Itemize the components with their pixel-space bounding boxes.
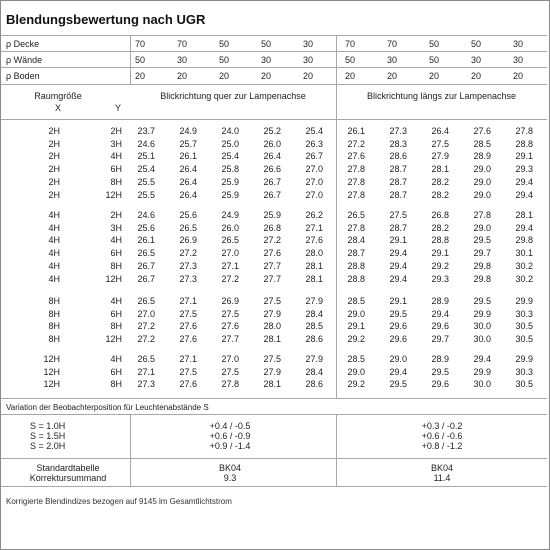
ugr-value: 27.7 — [221, 334, 239, 345]
ugr-value: 27.5 — [179, 308, 197, 319]
ugr-value: 27.7 — [263, 273, 281, 284]
ugr-value: 25.6 — [179, 210, 197, 220]
ugr-value: 29.1 — [389, 235, 407, 246]
section-divider — [1, 486, 547, 487]
row-x: 4H — [48, 222, 60, 233]
row-x: 4H — [48, 260, 60, 271]
ugr-value: 28.1 — [305, 260, 323, 271]
ugr-value: 30.0 — [473, 379, 491, 390]
row-y: 8H — [110, 379, 122, 390]
row-y: 3H — [110, 138, 122, 149]
ugr-value: 25.4 — [305, 126, 323, 136]
variation-label: S = 2.0H — [30, 441, 66, 451]
ugr-value: 27.5 — [179, 366, 197, 377]
ugr-value: 28.7 — [389, 189, 407, 200]
row-y: 6H — [110, 248, 122, 259]
ugr-value: 28.8 — [347, 260, 365, 271]
ugr-value: 29.6 — [389, 334, 407, 345]
ugr-value: 26.5 — [137, 296, 155, 306]
ugr-value: 24.6 — [137, 210, 155, 220]
rho-value: 30 — [386, 55, 397, 65]
rho-value: 20 — [386, 71, 397, 81]
ugr-value: 27.8 — [347, 189, 365, 200]
row-y: 3H — [110, 222, 122, 233]
row-x: 2H — [48, 176, 60, 187]
ugr-value: 28.7 — [389, 222, 407, 233]
ugr-value: 26.7 — [263, 176, 281, 187]
ugr-value: 26.5 — [137, 354, 155, 364]
rho-label: ρ Wände — [6, 55, 43, 65]
rho-value: 50 — [134, 55, 145, 65]
ugr-value: 27.5 — [221, 366, 239, 377]
ugr-value: 28.0 — [305, 248, 323, 259]
variation-quer: +0.6 / -0.9 — [209, 431, 251, 441]
ugr-value: 30.0 — [473, 334, 491, 345]
rho-value: 50 — [218, 39, 229, 49]
rho-value: 30 — [176, 55, 187, 65]
ugr-value: 29.1 — [515, 151, 533, 162]
ugr-value: 25.4 — [137, 164, 155, 175]
ugr-value: 23.7 — [137, 126, 155, 136]
ugr-value: 27.8 — [221, 379, 239, 390]
ugr-value: 29.9 — [473, 366, 491, 377]
ugr-value: 29.4 — [389, 273, 407, 284]
row-x: 8H — [48, 321, 60, 332]
ugr-value: 29.9 — [473, 308, 491, 319]
ugr-value: 29.2 — [431, 260, 449, 271]
rho-value: 20 — [344, 71, 355, 81]
row-x: 2H — [48, 138, 60, 149]
ugr-value: 26.4 — [263, 151, 281, 162]
section-divider — [1, 458, 547, 459]
ugr-value: 29.4 — [515, 189, 533, 200]
ugr-value: 27.3 — [137, 379, 155, 390]
row-y: 4H — [110, 296, 122, 306]
ugr-value: 27.0 — [221, 248, 239, 259]
row-y: 8H — [110, 321, 122, 332]
ugr-value: 27.1 — [179, 354, 197, 364]
ugr-value: 24.6 — [137, 138, 155, 149]
rho-value: 30 — [470, 55, 481, 65]
rho-value: 50 — [428, 39, 439, 49]
ugr-value: 27.0 — [305, 189, 323, 200]
ugr-value: 29.9 — [515, 354, 533, 364]
row-y: 2H — [110, 126, 122, 136]
ugr-value: 29.5 — [431, 366, 449, 377]
ugr-value: 30.1 — [515, 248, 533, 259]
rho-value: 50 — [470, 39, 481, 49]
ugr-value: 26.6 — [263, 164, 281, 175]
variation-label: S = 1.0H — [30, 421, 66, 431]
ugr-value: 26.7 — [137, 260, 155, 271]
rho-value: 20 — [512, 71, 523, 81]
ugr-value: 30.5 — [515, 321, 533, 332]
correction-label: Korrektursummand — [29, 473, 107, 483]
footnote: Korrigierte Blendindizes bezogen auf 9145 lm Gesamtlichtstrom — [6, 497, 232, 506]
row-x: 4H — [48, 210, 60, 220]
ugr-value: 26.4 — [179, 176, 197, 187]
rho-value: 70 — [386, 39, 397, 49]
row-x: 4H — [48, 235, 60, 246]
ugr-value: 27.9 — [305, 354, 323, 364]
ugr-value: 30.5 — [515, 379, 533, 390]
ugr-value: 29.0 — [473, 222, 491, 233]
rho-value: 20 — [134, 71, 145, 81]
row-x: 4H — [48, 273, 60, 284]
ugr-value: 27.2 — [263, 235, 281, 246]
ugr-value: 27.7 — [263, 260, 281, 271]
ugr-value: 26.2 — [305, 210, 323, 220]
ugr-value: 27.2 — [179, 248, 197, 259]
rho-value: 20 — [470, 71, 481, 81]
ugr-value: 27.2 — [137, 334, 155, 345]
ugr-value: 28.5 — [347, 296, 365, 306]
row-x: 2H — [48, 126, 60, 136]
ugr-value: 29.5 — [473, 296, 491, 306]
header-quer: Blickrichtung quer zur Lampenachse — [160, 91, 306, 101]
ugr-value: 24.9 — [179, 126, 197, 136]
ugr-value: 26.1 — [179, 151, 197, 162]
ugr-value: 30.5 — [515, 334, 533, 345]
ugr-value: 25.5 — [137, 189, 155, 200]
ugr-value: 27.1 — [221, 260, 239, 271]
ugr-value: 26.5 — [221, 235, 239, 246]
ugr-value: 27.9 — [305, 296, 323, 306]
ugr-value: 27.6 — [473, 126, 491, 136]
ugr-value: 27.6 — [305, 235, 323, 246]
ugr-value: 29.7 — [431, 334, 449, 345]
ugr-value: 27.5 — [221, 308, 239, 319]
variation-label: S = 1.5H — [30, 431, 66, 441]
ugr-value: 30.2 — [515, 260, 533, 271]
ugr-value: 28.3 — [389, 138, 407, 149]
rho-value: 20 — [428, 71, 439, 81]
ugr-value: 29.6 — [389, 321, 407, 332]
ugr-value: 25.0 — [221, 138, 239, 149]
title-divider — [1, 35, 547, 36]
ugr-value: 26.5 — [347, 210, 365, 220]
ugr-value: 27.2 — [221, 273, 239, 284]
ugr-value: 29.4 — [473, 354, 491, 364]
ugr-value: 27.9 — [263, 366, 281, 377]
ugr-value: 26.9 — [221, 296, 239, 306]
header-divider — [1, 119, 547, 120]
row-divider — [1, 51, 547, 52]
row-x: 8H — [48, 334, 60, 345]
ugr-value: 25.1 — [137, 151, 155, 162]
ugr-value: 28.9 — [473, 151, 491, 162]
ugr-value: 25.9 — [263, 210, 281, 220]
header-y: Y — [114, 103, 121, 113]
ugr-value: 24.0 — [221, 126, 239, 136]
ugr-value: 28.2 — [431, 189, 449, 200]
ugr-value: 28.1 — [515, 210, 533, 220]
ugr-value: 29.4 — [389, 248, 407, 259]
ugr-value: 28.7 — [389, 176, 407, 187]
ugr-value: 26.1 — [347, 126, 365, 136]
ugr-value: 27.6 — [179, 334, 197, 345]
ugr-value: 27.5 — [431, 138, 449, 149]
ugr-value: 27.8 — [515, 126, 533, 136]
ugr-value: 29.0 — [473, 176, 491, 187]
header-laengs: Blickrichtung längs zur Lampenachse — [366, 91, 517, 101]
row-y: 12H — [105, 189, 122, 200]
ugr-value: 29.0 — [347, 308, 365, 319]
rho-value: 50 — [260, 39, 271, 49]
ugr-value: 28.8 — [515, 138, 533, 149]
ugr-value: 29.3 — [431, 273, 449, 284]
header-x: X — [54, 103, 61, 113]
ugr-value: 28.2 — [431, 176, 449, 187]
ugr-value: 26.3 — [305, 138, 323, 149]
ugr-value: 26.7 — [305, 151, 323, 162]
ugr-value: 29.2 — [347, 334, 365, 345]
ugr-value: 28.7 — [389, 164, 407, 175]
rho-label: ρ Decke — [6, 39, 40, 49]
variation-quer: +0.9 / -1.4 — [209, 441, 251, 451]
ugr-value: 29.5 — [389, 379, 407, 390]
ugr-value: 29.1 — [389, 296, 407, 306]
rho-value: 20 — [260, 71, 271, 81]
standard-laengs: BK04 — [430, 463, 454, 473]
ugr-value: 27.3 — [179, 260, 197, 271]
ugr-value: 29.4 — [515, 222, 533, 233]
ugr-value: 27.0 — [137, 308, 155, 319]
ugr-value: 30.0 — [473, 321, 491, 332]
ugr-value: 28.4 — [347, 235, 365, 246]
ugr-value: 29.4 — [515, 176, 533, 187]
header-raumgroesse: Raumgröße — [34, 91, 82, 101]
row-x: 8H — [48, 308, 60, 319]
ugr-value: 28.1 — [263, 334, 281, 345]
ugr-value: 28.6 — [305, 334, 323, 345]
ugr-value: 28.5 — [305, 321, 323, 332]
variation-laengs: +0.6 / -0.6 — [421, 431, 463, 441]
row-x: 12H — [43, 366, 60, 377]
rho-value: 30 — [260, 55, 271, 65]
ugr-value: 28.8 — [347, 273, 365, 284]
ugr-value: 28.1 — [305, 273, 323, 284]
rho-value: 30 — [302, 39, 313, 49]
column-divider — [336, 414, 337, 486]
ugr-value: 26.4 — [431, 126, 449, 136]
ugr-value: 25.9 — [221, 176, 239, 187]
ugr-value: 27.8 — [473, 210, 491, 220]
row-divider — [1, 67, 547, 68]
standard-quer: BK04 — [218, 463, 242, 473]
ugr-value: 28.9 — [431, 296, 449, 306]
section-divider — [1, 398, 547, 399]
rho-value: 70 — [134, 39, 145, 49]
ugr-value: 25.8 — [221, 164, 239, 175]
correction-laengs: 11.4 — [433, 473, 451, 483]
ugr-value: 27.6 — [179, 379, 197, 390]
ugr-value: 29.3 — [515, 164, 533, 175]
rho-value: 20 — [302, 71, 313, 81]
row-x: 2H — [48, 164, 60, 175]
row-x: 4H — [48, 248, 60, 259]
ugr-value: 28.0 — [263, 321, 281, 332]
ugr-value: 29.6 — [431, 321, 449, 332]
rho-value: 50 — [344, 55, 355, 65]
row-y: 8H — [110, 260, 122, 271]
ugr-value: 28.4 — [305, 308, 323, 319]
ugr-value: 29.2 — [347, 379, 365, 390]
ugr-value: 29.5 — [389, 308, 407, 319]
ugr-value: 25.9 — [221, 189, 239, 200]
column-divider — [130, 414, 131, 486]
ugr-value: 28.7 — [347, 248, 365, 259]
row-y: 12H — [105, 334, 122, 345]
row-x: 12H — [43, 354, 60, 364]
ugr-value: 25.7 — [179, 138, 197, 149]
rho-value: 30 — [512, 55, 523, 65]
rho-value: 50 — [428, 55, 439, 65]
ugr-value: 26.9 — [179, 235, 197, 246]
variation-laengs: +0.3 / -0.2 — [421, 421, 463, 431]
rho-value: 20 — [176, 71, 187, 81]
ugr-value: 27.5 — [389, 210, 407, 220]
ugr-value: 30.3 — [515, 366, 533, 377]
ugr-value: 27.6 — [179, 321, 197, 332]
ugr-value: 28.1 — [263, 379, 281, 390]
ugr-value: 29.8 — [515, 235, 533, 246]
row-y: 8H — [110, 176, 122, 187]
ugr-value: 29.0 — [473, 164, 491, 175]
row-y: 6H — [110, 308, 122, 319]
rho-value: 50 — [218, 55, 229, 65]
ugr-value: 26.0 — [263, 138, 281, 149]
variation-laengs: +0.8 / -1.2 — [421, 441, 463, 451]
ugr-value: 24.9 — [221, 210, 239, 220]
ugr-value: 27.1 — [179, 296, 197, 306]
row-y: 12H — [105, 273, 122, 284]
ugr-value: 29.5 — [473, 235, 491, 246]
ugr-value: 27.5 — [263, 354, 281, 364]
ugr-value: 25.4 — [221, 151, 239, 162]
ugr-value: 27.3 — [179, 273, 197, 284]
ugr-value: 25.6 — [137, 222, 155, 233]
ugr-value: 26.8 — [263, 222, 281, 233]
ugr-value: 29.0 — [473, 189, 491, 200]
row-x: 8H — [48, 296, 60, 306]
ugr-value: 27.0 — [305, 164, 323, 175]
ugr-value: 29.1 — [347, 321, 365, 332]
ugr-value: 27.2 — [347, 138, 365, 149]
ugr-value: 25.5 — [137, 176, 155, 187]
ugr-value: 27.2 — [137, 321, 155, 332]
ugr-value: 28.8 — [431, 235, 449, 246]
ugr-value: 29.1 — [431, 248, 449, 259]
ugr-value: 26.5 — [137, 248, 155, 259]
ugr-value: 29.6 — [431, 379, 449, 390]
rho-value: 30 — [512, 39, 523, 49]
ugr-value: 25.2 — [263, 126, 281, 136]
ugr-value: 26.1 — [137, 235, 155, 246]
ugr-value: 29.4 — [389, 260, 407, 271]
ugr-value: 29.0 — [389, 354, 407, 364]
row-x: 2H — [48, 189, 60, 200]
ugr-value: 26.4 — [179, 189, 197, 200]
row-divider — [1, 84, 547, 85]
ugr-value: 26.0 — [221, 222, 239, 233]
ugr-value: 27.5 — [263, 296, 281, 306]
variation-quer: +0.4 / -0.5 — [209, 421, 251, 431]
row-y: 4H — [110, 235, 122, 246]
ugr-value: 29.4 — [431, 308, 449, 319]
ugr-value: 27.1 — [137, 366, 155, 377]
ugr-value: 28.6 — [389, 151, 407, 162]
row-y: 4H — [110, 151, 122, 162]
ugr-value: 29.7 — [473, 248, 491, 259]
ugr-value: 27.6 — [263, 248, 281, 259]
ugr-value: 28.1 — [431, 164, 449, 175]
ugr-value: 26.7 — [263, 189, 281, 200]
ugr-value: 27.0 — [221, 354, 239, 364]
ugr-value: 28.4 — [305, 366, 323, 377]
ugr-value: 28.5 — [347, 354, 365, 364]
ugr-value: 27.3 — [389, 126, 407, 136]
ugr-value: 28.2 — [431, 222, 449, 233]
ugr-value: 27.8 — [347, 222, 365, 233]
ugr-value: 30.3 — [515, 308, 533, 319]
ugr-value: 29.0 — [347, 366, 365, 377]
ugr-value: 29.4 — [389, 366, 407, 377]
ugr-value: 29.8 — [473, 273, 491, 284]
ugr-value: 26.8 — [431, 210, 449, 220]
ugr-value: 27.0 — [305, 176, 323, 187]
rho-value: 70 — [176, 39, 187, 49]
correction-quer: 9.3 — [223, 473, 237, 483]
section-divider — [1, 414, 547, 415]
rho-value: 70 — [344, 39, 355, 49]
ugr-value: 27.9 — [431, 151, 449, 162]
row-x: 12H — [43, 379, 60, 390]
page-title: Blendungsbewertung nach UGR — [6, 12, 206, 27]
ugr-value: 28.6 — [305, 379, 323, 390]
ugr-value: 29.8 — [473, 260, 491, 271]
ugr-value: 29.9 — [515, 296, 533, 306]
row-y: 6H — [110, 164, 122, 175]
rho-value: 30 — [302, 55, 313, 65]
standard-label: Standardtabelle — [36, 463, 100, 473]
variation-title: Variation der Beobachterposition für Leuchtenabstände S — [6, 403, 209, 412]
ugr-value: 26.5 — [179, 222, 197, 233]
ugr-value: 26.7 — [137, 273, 155, 284]
rho-label: ρ Boden — [6, 71, 40, 81]
ugr-value: 30.2 — [515, 273, 533, 284]
ugr-value: 28.9 — [431, 354, 449, 364]
row-y: 6H — [110, 366, 122, 377]
ugr-value: 27.8 — [347, 164, 365, 175]
row-y: 4H — [110, 354, 122, 364]
ugr-value: 27.6 — [221, 321, 239, 332]
row-x: 2H — [48, 151, 60, 162]
ugr-value: 28.5 — [473, 138, 491, 149]
rho-value: 20 — [218, 71, 229, 81]
ugr-value: 27.6 — [347, 151, 365, 162]
ugr-value: 27.1 — [305, 222, 323, 233]
ugr-value: 27.9 — [263, 308, 281, 319]
ugr-value: 26.4 — [179, 164, 197, 175]
ugr-value: 27.8 — [347, 176, 365, 187]
row-y: 2H — [110, 210, 122, 220]
